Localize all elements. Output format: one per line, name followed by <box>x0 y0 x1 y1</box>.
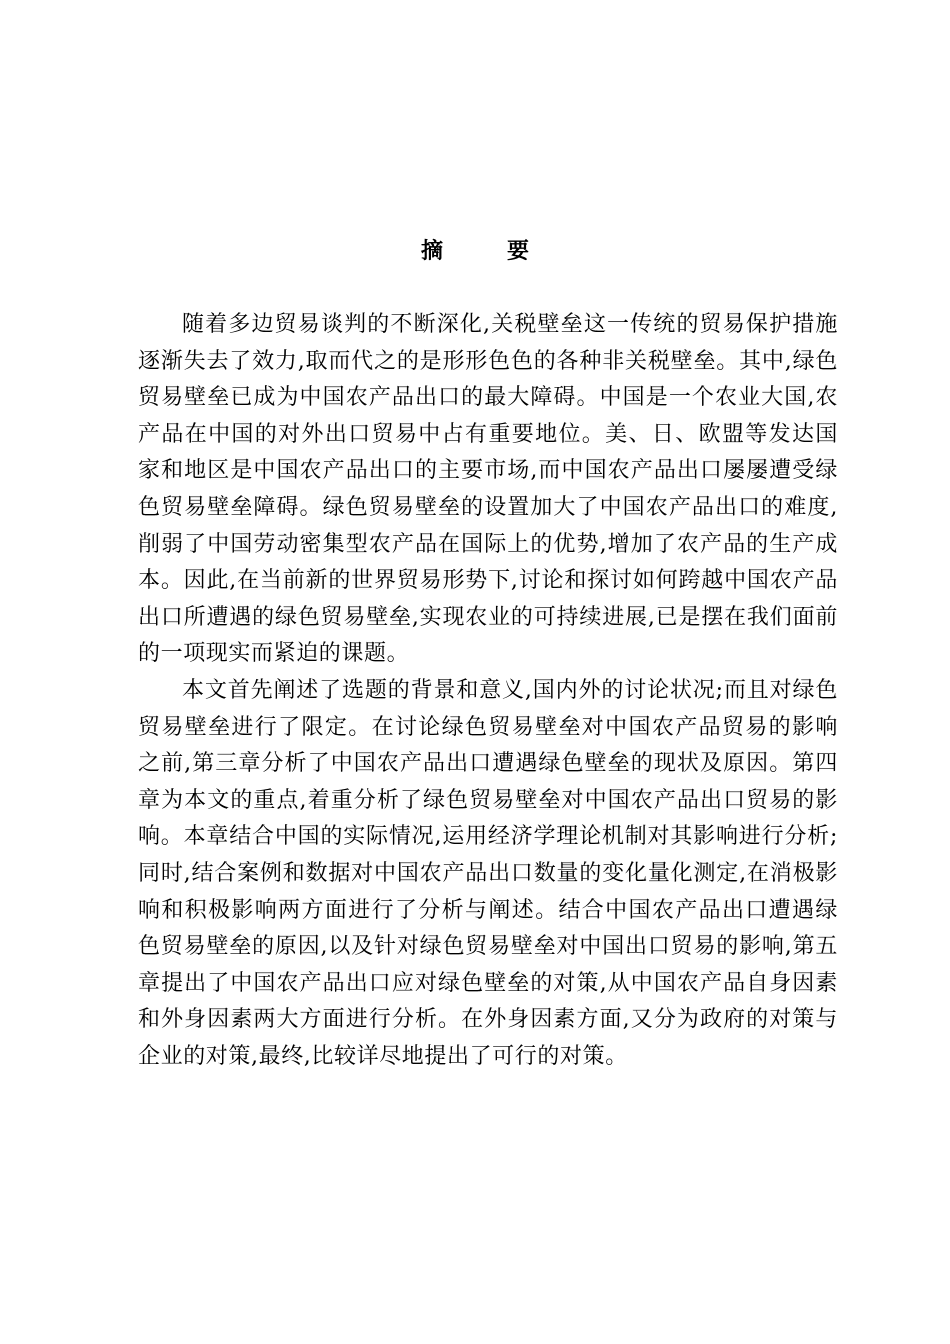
abstract-body <box>138 307 838 1075</box>
abstract-paragraph-1: 随着多边贸易谈判的不断深化,关税壁垒这一传统的贸易保护措施逐渐失去了效力,取而代之的是形形色色的各种非关税壁垒。其中,绿色贸易壁垒已成为中国农产品出口的最大障碍。中国是一个农业大国,农产品在中国的对外出口贸易中占有重要地位。美、日、欧盟等发达国家和地区是中国农产品出口的主要市场,而中国农产品出口屡屡遭受绿色贸易壁垒障碍。绿色贸易壁垒的设置加大了中国农产品出口的难度,削弱了中国劳动密集型农产品在国际上的优势,增加了农产品的生产成本。因此,在当前新的世界贸易形势下,讨论和探讨如何跨越中国农产品出口所遭遇的绿色贸易壁垒,实现农业的可持续进展,已是摆在我们面前的一项现实而紧迫的课题。 <box>138 312 838 667</box>
abstract-paragraph-2: 本文首先阐述了选题的背景和意义,国内外的讨论状况;而且对绿色贸易壁垒进行了限定。在讨论绿色贸易壁垒对中国农产品贸易的影响之前,第三章分析了中国农产品出口遭遇绿色壁垒的现状及原因。第四章为本文的重点,着重分析了绿色贸易壁垒对中国农产品出口贸易的影响。本章结合中国的实际情况,运用经济学理论机制对其影响进行分析;同时,结合案例和数据对中国农产品出口数量的变化量化测定,在消极影响和积极影响两方面进行了分析与阐述。结合中国农产品出口遭遇绿色贸易壁垒的原因,以及针对绿色贸易壁垒对中国出口贸易的影响,第五章提出了中国农产品出口应对绿色壁垒的对策,从中国农产品自身因素和外身因素两大方面进行分析。在外身因素方面,又分为政府的对策与企业的对策,最终,比较详尽地提出了可行的对策。 <box>138 677 838 1069</box>
abstract-title: 摘要 <box>420 238 593 264</box>
